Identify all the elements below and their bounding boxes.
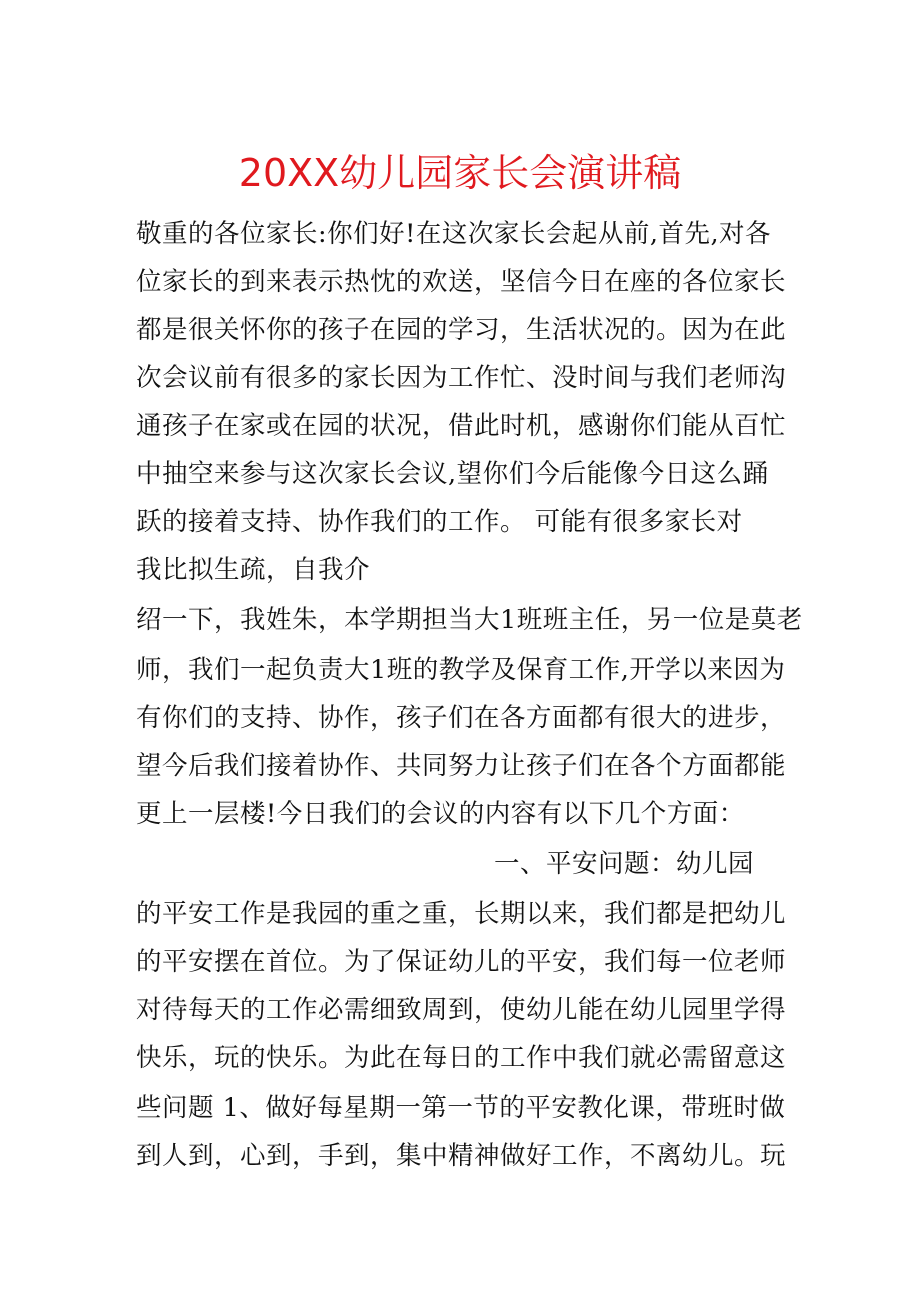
text-line: 有你们的支持、协作，孩子们在各方面都有很大的进步， — [136, 703, 787, 733]
text-line: 望今后我们接着协作、共同努力让孩子们在各个方面都能 — [136, 751, 787, 781]
text-line: 中抽空来参与这次家长会议,望你们今后能像今日这么踊 — [136, 459, 769, 489]
text-line: 敬重的各位家长:你们好!在这次家长会起从前,首先,对各 — [136, 219, 772, 249]
text-line: 的平安摆在首位。为了保证幼儿的平安，我们每一位老师 — [136, 947, 787, 977]
text-line: 更上一层楼!今日我们的会议的内容有以下几个方面： — [136, 799, 745, 829]
text-line: 到人到，心到，手到，集中精神做好工作，不离幼儿。玩 — [136, 1141, 787, 1171]
text-line: 通孩子在家或在园的状况，借此时机，感谢你们能从百忙 — [136, 411, 787, 441]
text-line: 我比拟生疏，自我介 — [136, 555, 371, 585]
text-line: 快乐，玩的快乐。为此在每日的工作中我们就必需留意这 — [136, 1043, 787, 1073]
text-line: 对待每天的工作必需细致周到，使幼儿能在幼儿园里学得 — [136, 995, 787, 1025]
text-line: 位家长的到来表示热忱的欢送，坚信今日在座的各位家长 — [136, 267, 787, 297]
text-line: 都是很关怀你的孩子在园的学习，生活状况的。因为在此 — [136, 315, 787, 345]
text-line: 绍一下，我姓朱，本学期担当大1班班主任，另一位是莫老 — [136, 605, 803, 635]
text-line: 跃的接着支持、协作我们的工作。 可能有很多家长对 — [136, 507, 743, 537]
text-line: 的平安工作是我园的重之重，长期以来，我们都是把幼儿 — [136, 899, 787, 929]
text-line: 次会议前有很多的家长因为工作忙、没时间与我们老师沟 — [136, 363, 787, 393]
document-title: 20XX幼儿园家长会演讲稿 — [238, 151, 682, 195]
text-line: 师，我们一起负责大1班的教学及保育工作,开学以来因为 — [136, 655, 786, 685]
section-heading-safety: 一、平安问题：幼儿园 — [494, 849, 755, 879]
text-line: 些问题 1、做好每星期一第一节的平安教化课，带班时做 — [136, 1093, 786, 1123]
